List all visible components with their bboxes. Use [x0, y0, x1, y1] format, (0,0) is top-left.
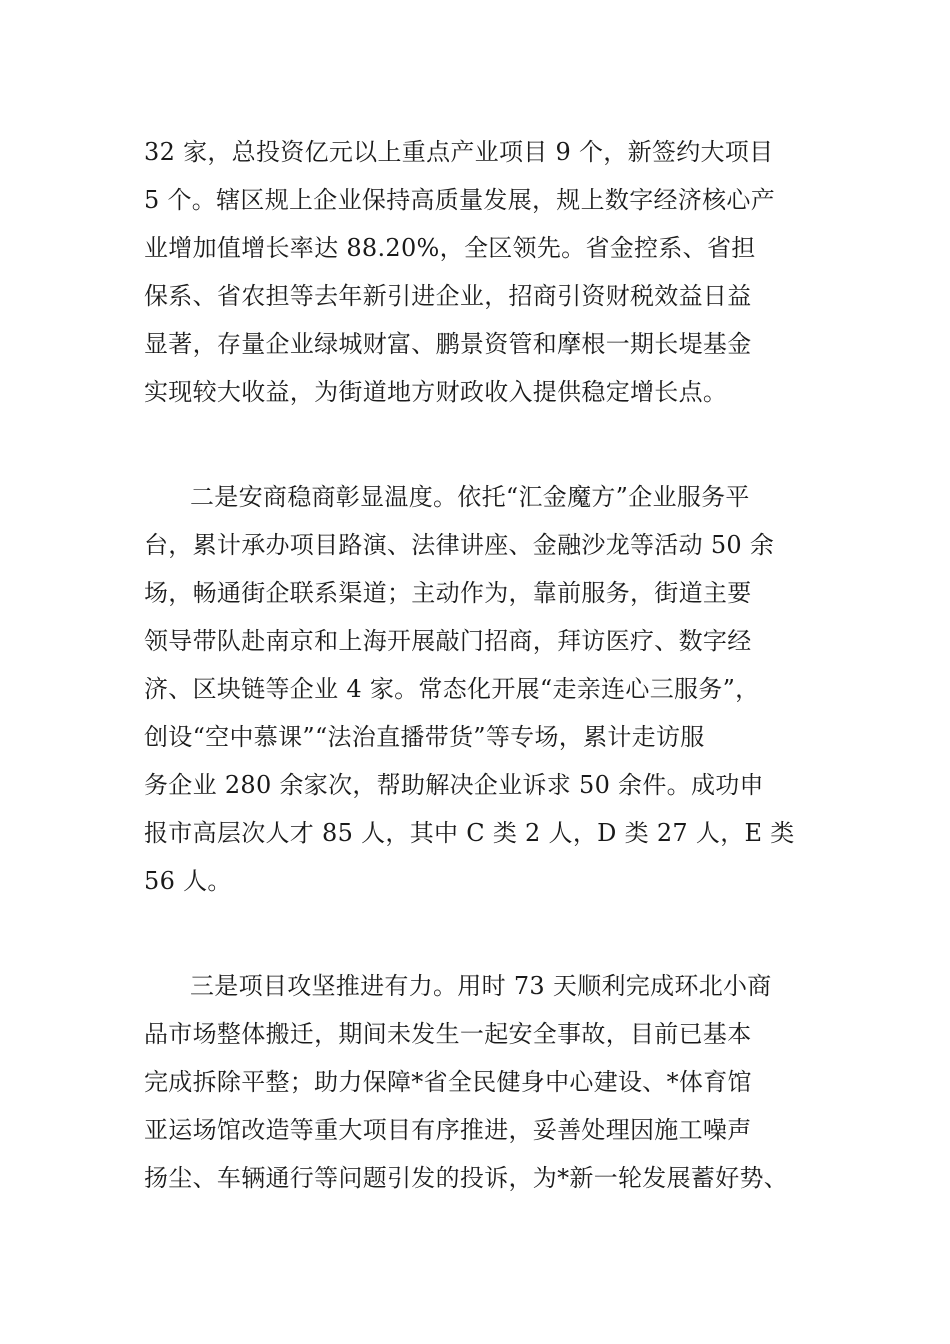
- paragraph-3-line-4: 亚运场馆改造等重大项目有序推进，妥善处理因施工噪声: [144, 1116, 752, 1144]
- paragraph-2-line-6: 创设“空中慕课”“法治直播带货”等专场，累计走访服: [144, 723, 705, 751]
- paragraph-2-line-3: 场，畅通街企联系渠道；主动作为，靠前服务，街道主要: [144, 579, 752, 607]
- paragraph-3-line-1: 三是项目攻坚推进有力。用时 73 天顺利完成环北小商: [190, 972, 772, 1000]
- paragraph-3-line-3: 完成拆除平整；助力保障*省全民健身中心建设、*体育馆: [144, 1068, 752, 1096]
- paragraph-2-line-2: 台，累计承办项目路演、法律讲座、金融沙龙等活动 50 余: [144, 531, 775, 559]
- paragraph-2-line-5: 济、区块链等企业 4 家。常态化开展“走亲连心三服务”，: [144, 675, 760, 703]
- paragraph-1-line-4: 保系、省农担等去年新引进企业，招商引资财税效益日益: [144, 282, 752, 310]
- paragraph-2-line-1: 二是安商稳商彰显温度。依托“汇金魔方”企业服务平: [190, 483, 750, 511]
- paragraph-3-line-5: 扬尘、车辆通行等问题引发的投诉，为*新一轮发展蓄好势、: [144, 1164, 789, 1192]
- paragraph-1-line-5: 显著，存量企业绿城财富、鹏景资管和摩根一期长堤基金: [144, 330, 752, 358]
- paragraph-1-line-1: 32 家，总投资亿元以上重点产业项目 9 个，新签约大项目: [144, 138, 774, 166]
- paragraph-2-line-4: 领导带队赴南京和上海开展敲门招商，拜访医疗、数字经: [144, 627, 752, 655]
- paragraph-1-line-6: 实现较大收益，为街道地方财政收入提供稳定增长点。: [144, 378, 728, 406]
- paragraph-2-line-8: 报市高层次人才 85 人，其中 C 类 2 人，D 类 27 人，E 类: [144, 819, 795, 847]
- paragraph-2-line-7: 务企业 280 余家次，帮助解决企业诉求 50 余件。成功申: [144, 771, 764, 799]
- paragraph-1-line-3: 业增加值增长率达 88.20%，全区领先。省金控系、省担: [144, 234, 756, 262]
- paragraph-1-line-2: 5 个。辖区规上企业保持高质量发展，规上数字经济核心产: [144, 186, 775, 214]
- paragraph-3-line-2: 品市场整体搬迁，期间未发生一起安全事故，目前已基本: [144, 1020, 752, 1048]
- paragraph-2-line-9: 56 人。: [144, 867, 232, 895]
